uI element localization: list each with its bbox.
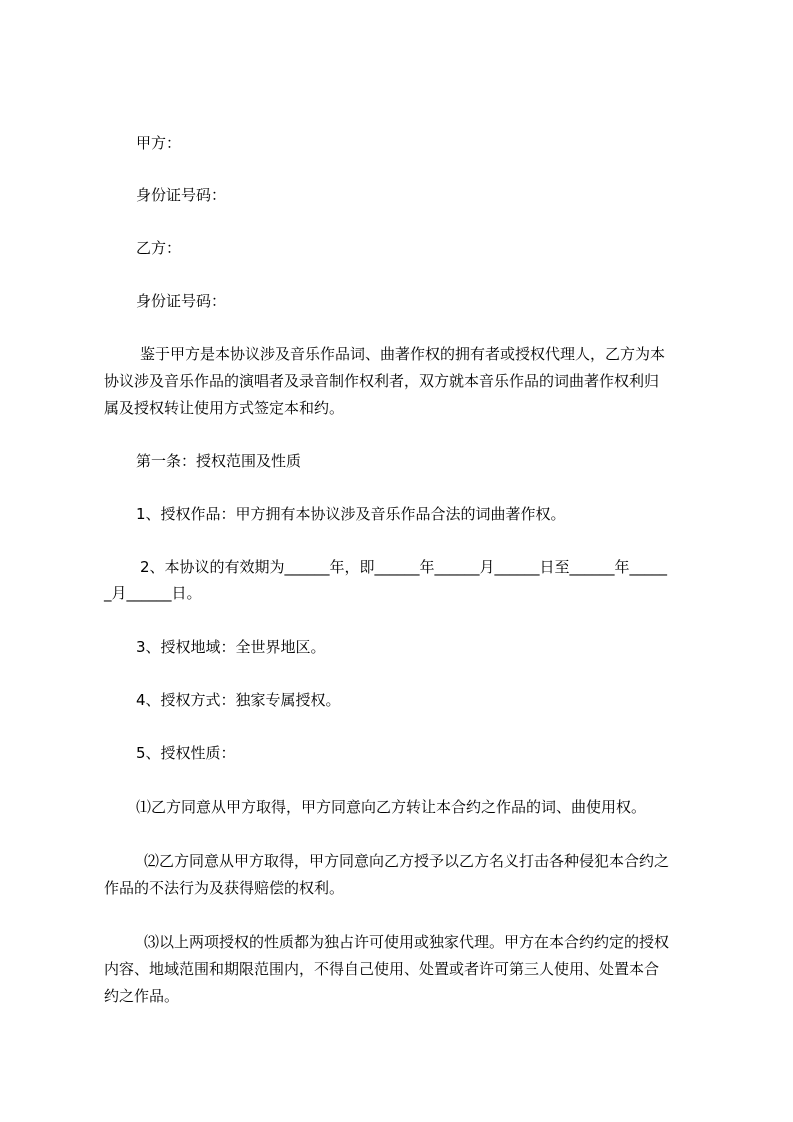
- sub-item-2-line-2: 作品的不法行为及获得赔偿的权利。: [104, 879, 345, 897]
- sub-item-3-line-1: ⑶以上两项授权的性质都为独占许可使用或独家代理。甲方在本合约约定的授权: [144, 933, 670, 951]
- item-5: 5、授权性质：: [136, 744, 236, 762]
- sub-item-3-line-2: 内容、地域范围和期限范围内，不得自己使用、处置或者许可第三人使用、处置本合: [104, 960, 660, 978]
- sub-item-3-line-3: 约之作品。: [104, 987, 180, 1005]
- party-b-label: 乙方：: [136, 239, 182, 257]
- preamble-line-1: 鉴于甲方是本协议涉及音乐作品词、曲著作权的拥有者或授权代理人，乙方为本: [140, 345, 666, 363]
- item-4: 4、授权方式：独家专属授权。: [136, 691, 341, 709]
- party-b-id-label: 身份证号码：: [136, 292, 227, 310]
- party-a-label: 甲方：: [136, 134, 182, 152]
- item-3: 3、授权地域：全世界地区。: [136, 638, 326, 656]
- item-1: 1、授权作品：甲方拥有本协议涉及音乐作品合法的词曲著作权。: [136, 505, 566, 523]
- preamble-line-2: 协议涉及音乐作品的演唱者及录音制作权利者，双方就本音乐作品的词曲著作权利归: [104, 372, 660, 390]
- item-2-line-2: _月______日。: [104, 584, 202, 602]
- article-1-heading: 第一条：授权范围及性质: [136, 452, 302, 470]
- preamble-line-3: 属及授权转让使用方式签定本和约。: [104, 399, 345, 417]
- sub-item-2-line-1: ⑵乙方同意从甲方取得，甲方同意向乙方授予以乙方名义打击各种侵犯本合约之: [144, 852, 670, 870]
- item-2-line-1: 2、本协议的有效期为______年，即______年______月______日至______年_____: [140, 558, 668, 576]
- sub-item-1: ⑴乙方同意从甲方取得，甲方同意向乙方转让本合约之作品的词、曲使用权。: [136, 798, 647, 816]
- party-a-id-label: 身份证号码：: [136, 186, 227, 204]
